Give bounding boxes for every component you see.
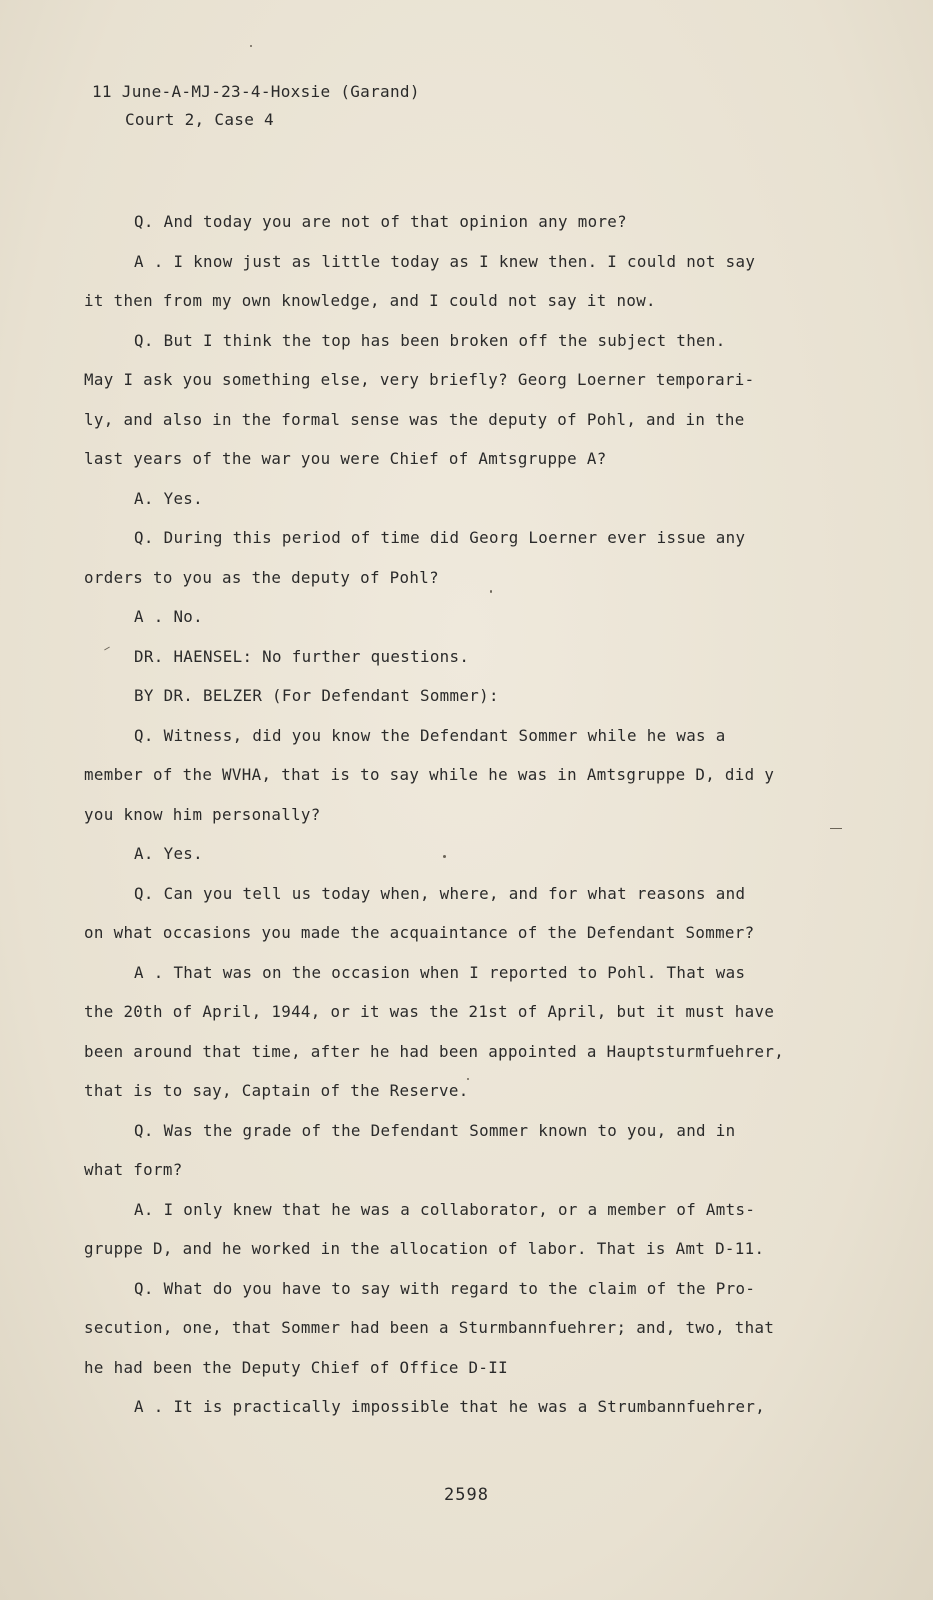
transcript-line: A . I know just as little today as I knew then. I could not say (134, 251, 756, 271)
transcript-line: A. Yes. (134, 488, 204, 508)
transcript-line: member of the WVHA, that is to say while he was in Amtsgruppe D, did y (84, 765, 775, 784)
document-header (92, 78, 420, 134)
ink-speck (830, 828, 842, 829)
transcript-line: A . That was on the occasion when I reported to Pohl. That was (134, 962, 746, 982)
transcript-line: Q. But I think the top has been broken off the subject then. (134, 330, 726, 350)
transcript-line: A. Yes. (134, 844, 204, 863)
transcript-line: it then from my own knowledge, and I could not say it now. (84, 291, 656, 310)
header-case-line: 11 June-A-MJ-23-4-Hoxsie (Garand) (92, 82, 420, 101)
transcript-line: last years of the war you were Chief of Amtsgruppe A? (84, 449, 607, 468)
transcript-line: Q. Witness, did you know the Defendant Sommer while he was a (134, 725, 726, 745)
transcript-line: DR. HAENSEL: No further questions. (134, 646, 470, 666)
transcript-line: what form? (84, 1160, 183, 1179)
transcript-line: on what occasions you made the acquaintance of the Defendant Sommer? (84, 923, 755, 942)
transcript-line: A . It is practically impossible that he was a Strumbannfuehrer, (134, 1397, 766, 1416)
transcript-line: he had been the Deputy Chief of Office D-II (84, 1357, 509, 1377)
transcript-line: Q. And today you are not of that opinion any more? (134, 212, 628, 231)
header-court-line: Court 2, Case 4 (125, 110, 274, 129)
transcript-line: BY DR. BELZER (For Defendant Sommer): (134, 686, 499, 705)
transcript-line: Q. During this period of time did Georg Loerner ever issue any (134, 528, 746, 547)
transcript-line: Q. Was the grade of the Defendant Sommer known to you, and in (134, 1120, 736, 1140)
transcript-line: the 20th of April, 1944, or it was the 21st of April, but it must have (84, 1002, 775, 1021)
transcript-line: you know him personally? (84, 804, 321, 824)
ink-speck (250, 45, 252, 47)
page-number: 2598 (444, 1485, 489, 1505)
transcript-line: secution, one, that Sommer had been a Sturmbannfuehrer; and, two, that (84, 1318, 775, 1337)
transcript-line: been around that time, after he had been appointed a Hauptsturmfuehrer, (84, 1041, 785, 1061)
transcript-line: Q. Can you tell us today when, where, and for what reasons and (134, 883, 746, 903)
ink-speck (490, 590, 492, 593)
transcript-line: A. I only knew that he was a collaborator, or a member of Amts- (134, 1199, 756, 1219)
transcript-line: ly, and also in the formal sense was the deputy of Pohl, and in the (84, 409, 745, 429)
transcript-line: A . No. (134, 607, 204, 626)
transcript-line: that is to say, Captain of the Reserve. (84, 1081, 469, 1100)
ink-speck (443, 855, 446, 858)
transcript-line: orders to you as the deputy of Pohl? (84, 567, 439, 587)
transcript-line: gruppe D, and he worked in the allocation of labor. That is Amt D-11. (84, 1239, 765, 1258)
transcript-body (84, 202, 824, 1427)
transcript-line: Q. What do you have to say with regard to the claim of the Pro- (134, 1278, 756, 1298)
transcript-line: May I ask you something else, very briefly? Georg Loerner temporari- (84, 370, 755, 389)
ink-speck (467, 1078, 469, 1080)
